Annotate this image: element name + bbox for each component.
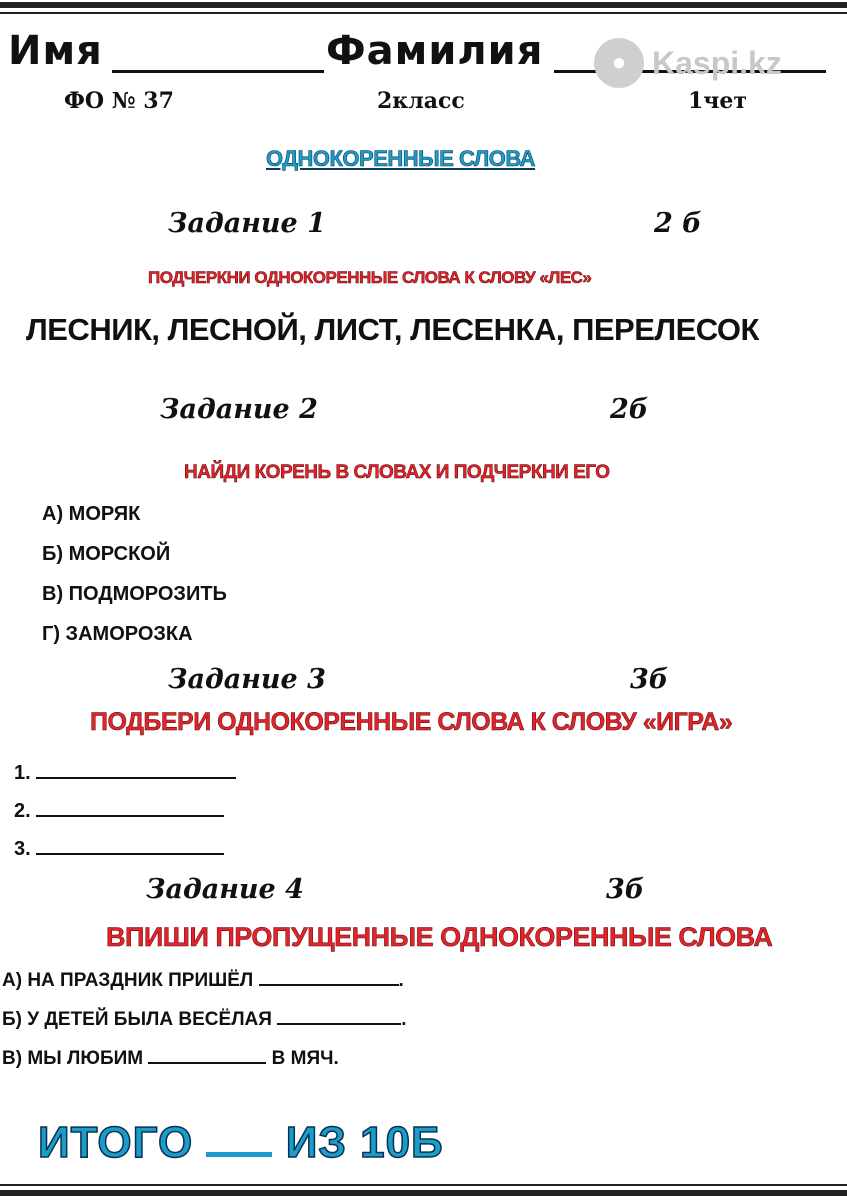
quarter: 1чет	[688, 88, 748, 114]
task4-sentence-c-blank[interactable]	[148, 1062, 266, 1064]
task1-heading: Задание 1	[168, 208, 326, 239]
task4-sentence-b-text: Б) У ДЕТЕЙ БЫЛА ВЕСЁЛАЯ	[2, 1009, 272, 1030]
grade: 2класс	[377, 88, 465, 114]
task4-sentence-a-end: .	[398, 970, 404, 991]
task4-sentence-a	[2, 970, 404, 992]
task4-sentence-a-blank[interactable]	[259, 984, 399, 986]
task1-points: 2 б	[654, 208, 702, 239]
watermark	[594, 38, 782, 88]
name-label: Имя	[8, 28, 103, 74]
top-border	[0, 0, 847, 20]
task3-points: 3б	[630, 664, 669, 695]
task4-sentence-c	[2, 1048, 339, 1070]
fo-number: ФО № 37	[64, 88, 174, 114]
surname-label: Фамилия	[326, 28, 544, 74]
task4-sentence-b-blank[interactable]	[277, 1023, 401, 1025]
total-suffix: ИЗ 10Б	[285, 1118, 444, 1167]
task4-sentence-a-text: А) НА ПРАЗДНИК ПРИШЁЛ	[2, 970, 254, 991]
task4-heading: Задание 4	[146, 874, 304, 905]
task3-answer-2-number: 2.	[14, 800, 31, 822]
task3-instruction: ПОДБЕРИ ОДНОКОРЕННЫЕ СЛОВА К СЛОВУ «ИГРА»	[90, 708, 733, 736]
task1-words: ЛЕСНИК, ЛЕСНОЙ, ЛИСТ, ЛЕСЕНКА, ПЕРЕЛЕСОК	[26, 312, 759, 347]
total-score	[38, 1118, 444, 1168]
task4-sentence-b-end: .	[401, 1009, 407, 1030]
task4-sentence-c-text: В) МЫ ЛЮБИМ	[2, 1048, 144, 1069]
task4-sentence-b	[2, 1009, 406, 1031]
task2-item-d: Г) ЗАМОРОЗКА	[42, 623, 193, 645]
worksheet-title: ОДНОКОРЕННЫЕ СЛОВА	[266, 146, 536, 171]
task4-sentence-c-end: В МЯЧ.	[271, 1048, 339, 1069]
task2-item-b: Б) МОРСКОЙ	[42, 543, 171, 565]
task3-answer-3-blank[interactable]	[36, 853, 224, 855]
task2-item-c: В) ПОДМОРОЗИТЬ	[42, 583, 227, 605]
watermark-text: Kaspi.kz	[652, 44, 782, 81]
task2-item-a: А) МОРЯК	[42, 503, 141, 525]
task3-answer-1-blank[interactable]	[36, 777, 236, 779]
task3-answer-1[interactable]	[14, 762, 236, 785]
task2-heading: Задание 2	[160, 394, 318, 425]
task2-points: 2б	[610, 394, 649, 425]
kaspi-logo-icon: ●	[594, 38, 644, 88]
task4-points: 3б	[606, 874, 645, 905]
task3-answer-2[interactable]	[14, 800, 224, 823]
task3-heading: Задание 3	[168, 664, 326, 695]
task3-answer-3-number: 3.	[14, 838, 31, 860]
name-line	[112, 70, 324, 73]
task2-instruction: НАЙДИ КОРЕНЬ В СЛОВАХ И ПОДЧЕРКНИ ЕГО	[184, 462, 610, 483]
bottom-border	[0, 1180, 847, 1200]
total-blank[interactable]	[206, 1152, 272, 1157]
task3-answer-2-blank[interactable]	[36, 815, 224, 817]
task4-instruction: ВПИШИ ПРОПУЩЕННЫЕ ОДНОКОРЕННЫЕ СЛОВА	[106, 922, 773, 952]
task1-instruction: ПОДЧЕРКНИ ОДНОКОРЕННЫЕ СЛОВА К СЛОВУ «ЛЕС»	[148, 268, 592, 287]
task3-answer-1-number: 1.	[14, 762, 31, 784]
total-label: ИТОГО	[38, 1118, 194, 1167]
task3-answer-3[interactable]	[14, 838, 224, 861]
